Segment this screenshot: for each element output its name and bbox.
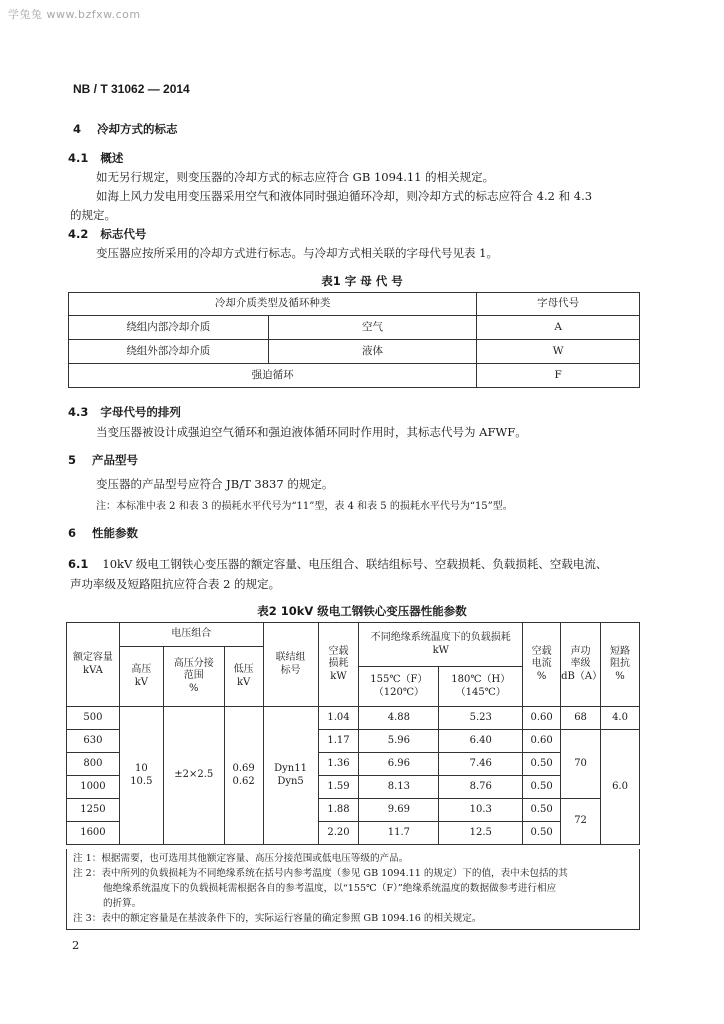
table-cell [224,707,263,845]
table-header-cell [318,623,359,707]
table-cell: 0.50 [523,822,561,845]
page-number: 2 [72,938,80,952]
header-line: （120℃） [373,686,425,698]
table-cell: 1600 [67,822,120,845]
table-cell: 2.20 [318,822,359,845]
table-cell: 6.96 [359,753,439,776]
section-number: 6.1 [68,557,89,571]
table-2-caption: 表2 10kV 级电工钢铁心变压器性能参数 [257,604,467,618]
table-header-cell: 字母代号 [477,293,640,316]
cell-line: 0.69 [232,763,255,774]
header-unit: kVA [83,664,103,676]
table-cell: 0.50 [523,776,561,799]
paragraph: 变压器应按所采用的冷却方式进行标志。与冷却方式相关联的字母代号见表 1。 [96,246,498,260]
table-cell: 绕组内部冷却介质 [69,316,269,340]
table-cell: 空气 [268,316,477,340]
table-note: 的折算。 [103,898,142,909]
header-unit: dB（A） [561,670,603,682]
table-cell: 1.59 [318,776,359,799]
table-cell: 0.50 [523,753,561,776]
standard-header: NB / T 31062 — 2014 [73,82,190,96]
table-1 [68,292,640,388]
note: 注：本标准中表 2 和表 3 的损耗水平代号为“11”型，表 4 和表 5 的损耗水平代号为“15”型。 [96,501,513,512]
header-line: 损耗 [328,658,349,670]
table-header-cell [439,667,523,707]
section-6-heading [68,525,138,541]
table-header-cell [523,623,561,707]
section-title: 标志代号 [100,227,147,241]
cell-line: 10 [134,763,148,774]
table-header-cell [601,623,640,707]
table-cell: 绕组外部冷却介质 [69,340,269,364]
header-line: 联结组 [275,652,306,663]
section-number: 6 [68,526,77,540]
table-header-cell: 冷却介质类型及循环种类 [69,293,477,316]
section-title: 字母代号的排列 [100,405,181,419]
table-note: 注 3：表中的额定容量是在基波条件下的，实际运行容量的确定参照 GB 1094.16 的相关规定。 [73,913,482,924]
section-4-3-heading [68,404,181,420]
table-note: 注 2：表中所列的负载损耗为不同绝缘系统在括号内参考温度（参见 GB 1094.11 的规定）下的值，表中未包括的其 [73,868,568,879]
table-cell: 68 [561,707,601,730]
header-unit: kW [432,644,449,656]
header-line: 范围 [183,670,204,682]
table-cell: 1000 [67,776,120,799]
table-cell: 强迫循环 [69,364,477,388]
section-number: 5 [68,453,77,467]
section-5-heading [68,452,138,468]
table-cell: 5.23 [439,707,523,730]
cell-line: Dyn11 [274,763,307,774]
header-line: 155℃（F） [370,674,428,685]
header-line: 声功 [570,645,591,657]
table-cell: 1.36 [318,753,359,776]
table-header-cell [359,623,523,667]
table-cell: 8.13 [359,776,439,799]
table-cell: 11.7 [359,822,439,845]
table-cell: 液体 [268,340,477,364]
table-header-cell [163,647,224,707]
cell-line: Dyn5 [277,775,304,787]
paragraph [68,556,607,572]
section-4-1-heading [68,150,123,166]
table-cell: 0.50 [523,799,561,822]
table-header-cell: 电压组合 [119,623,263,647]
paragraph: 如无另行规定，则变压器的冷却方式的标志应符合 GB 1094.11 的相关规定。 [96,170,495,184]
header-unit: % [188,682,199,694]
table-cell: 7.46 [439,753,523,776]
table-cell: ±2×2.5 [163,707,224,845]
section-number: 4.2 [68,227,89,241]
table-cell [263,707,318,845]
header-line: （145℃） [455,686,506,698]
table-note: 他绝缘系统温度下的负载损耗需根据各自的参考温度，以“155℃（F）”绝缘系统温度的数据做参考进行相应 [103,883,557,894]
paragraph-continued: 声功率级及短路阻抗应符合表 2 的规定。 [70,577,281,591]
table-cell: 9.69 [359,799,439,822]
header-line: 额定容量 [72,652,113,663]
table-header-cell [359,667,439,707]
cell-line: 0.62 [232,775,255,787]
table-cell: 500 [67,707,120,730]
section-number: 4 [73,122,82,136]
table-cell: 630 [67,730,120,753]
table-cell: 6.40 [439,730,523,753]
section-4-heading [73,121,178,137]
table-cell: 6.0 [601,730,640,845]
table-2-notes [66,849,640,930]
header-unit: % [536,670,547,682]
header-line: 高压分接 [173,657,214,669]
section-title: 产品型号 [92,453,139,467]
cell-line: 10.5 [130,775,153,787]
table-header-cell [224,647,263,707]
table-cell: 1.17 [318,730,359,753]
section-number: 4.3 [68,405,89,419]
table-cell: W [477,340,640,364]
section-title: 冷却方式的标志 [97,122,178,136]
section-title: 概述 [100,151,124,165]
header-line: 短路 [610,645,631,657]
table-cell: F [477,364,640,388]
header-line: 不同绝缘系统温度下的负载损耗 [370,632,511,643]
table-cell: 1.88 [318,799,359,822]
paragraph: 当变压器被设计成强迫空气循环和强迫液体循环同时作用时，其标志代号为 AFWF。 [96,425,527,439]
header-line: 率级 [570,658,591,670]
header-unit: kV [237,676,251,688]
paragraph: 如海上风力发电用变压器采用空气和液体同时强迫循环冷却，则冷却方式的标志应符合 4.2 和 4.3 [96,189,593,203]
header-line: 阻抗 [610,658,631,670]
header-line: 180℃（H） [451,674,511,685]
table-cell: 5.96 [359,730,439,753]
watermark: 学兔兔 www.bzfxw.com [8,8,141,21]
header-line: 标号 [280,664,301,676]
table-cell: 70 [561,730,601,799]
header-line: 低压 [233,664,254,675]
table-cell: 72 [561,799,601,845]
table-cell [119,707,163,845]
paragraph: 变压器的产品型号应符合 JB/T 3837 的规定。 [96,477,334,491]
table-note: 注 1：根据需要，也可选用其他额定容量、高压分接范围或低电压等级的产品。 [73,853,409,864]
table-cell: 1.04 [318,707,359,730]
table-cell: 10.3 [439,799,523,822]
paragraph-continued: 的规定。 [70,208,116,222]
table-cell: 4.88 [359,707,439,730]
section-number: 4.1 [68,151,89,165]
section-4-2-heading [68,226,146,242]
header-line: 空载 [328,645,349,657]
header-unit: kV [134,676,148,688]
table-cell: 12.5 [439,822,523,845]
header-line: 电流 [531,658,552,670]
header-unit: kW [330,670,347,682]
table-cell: 800 [67,753,120,776]
table-cell: 8.76 [439,776,523,799]
header-line: 空载 [531,645,552,657]
table-1-caption: 表1 字 母 代 号 [321,274,403,288]
table-header-cell [67,623,120,707]
table-cell: A [477,316,640,340]
table-header-cell [119,647,163,707]
table-header-cell [263,623,318,707]
table-cell: 0.60 [523,730,561,753]
table-2 [66,622,640,845]
header-unit: % [615,670,625,682]
paragraph-text: 10kV 级电工钢铁心变压器的额定容量、电压组合、联结组标号、空载损耗、负载损耗、空载电流、 [102,557,608,571]
section-title: 性能参数 [92,526,139,540]
table-cell: 0.60 [523,707,561,730]
table-cell: 1250 [67,799,120,822]
table-header-cell [561,623,601,707]
table-cell: 4.0 [601,707,640,730]
header-line: 高压 [131,664,152,675]
